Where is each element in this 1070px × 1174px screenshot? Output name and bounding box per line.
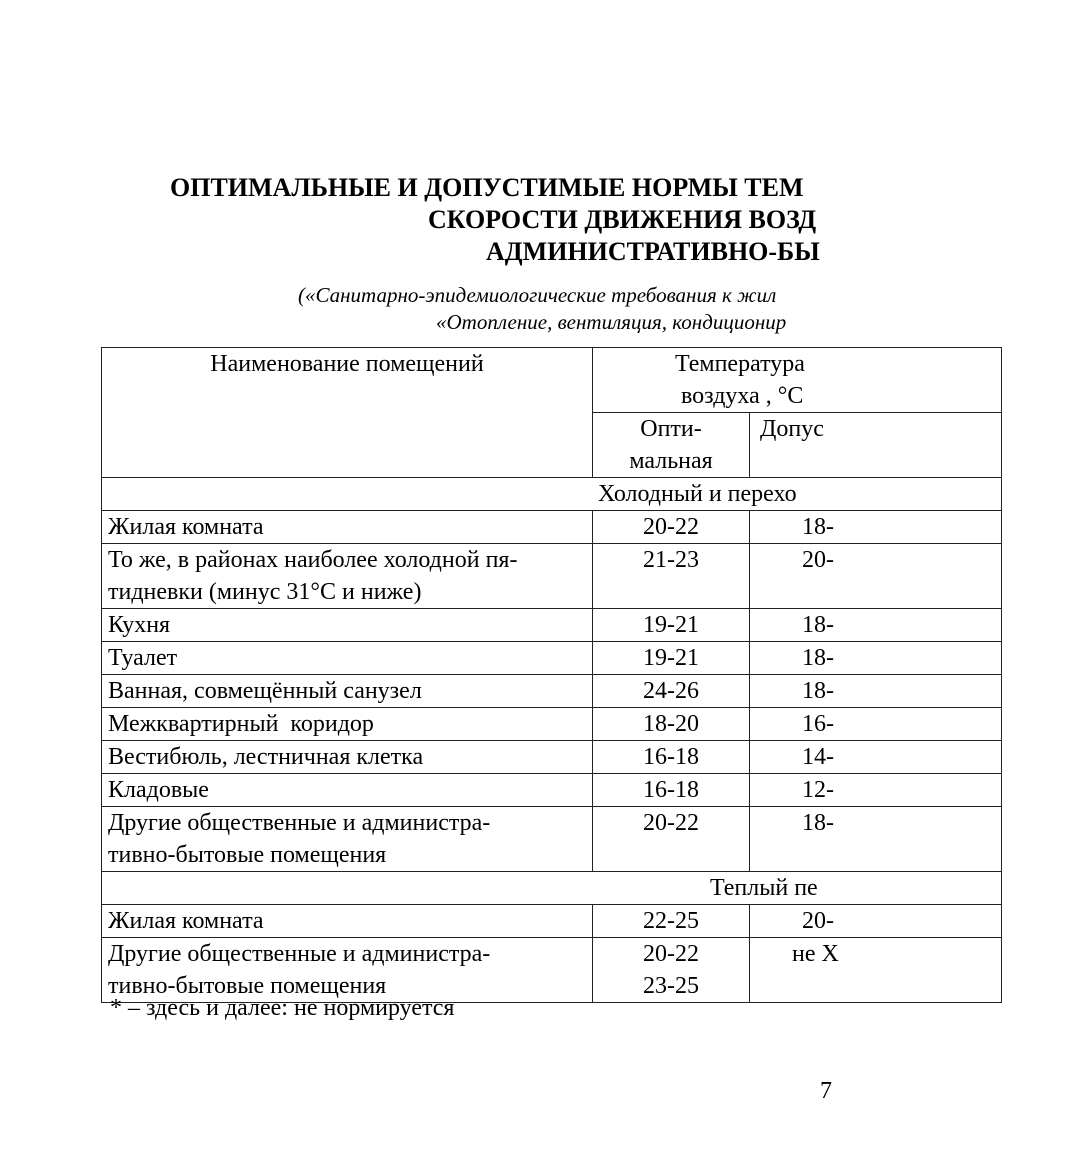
- row-allowed-text: 14-: [802, 744, 834, 770]
- table-row: [102, 905, 1002, 938]
- row-allowed-text: 18-: [802, 678, 834, 704]
- row-allowed: [750, 774, 1002, 807]
- table-row: [102, 807, 1002, 872]
- source-line-2: «Отопление, вентиляция, кондиционир: [436, 310, 787, 334]
- row-optimal-line-2: 23-25: [643, 973, 699, 999]
- row-name: [102, 708, 593, 741]
- title-line-1: ОПТИМАЛЬНЫЕ И ДОПУСТИМЫЕ НОРМЫ ТЕМ: [170, 173, 804, 202]
- row-allowed-text: 18-: [802, 645, 834, 671]
- page-title: [170, 172, 1070, 268]
- row-name: [102, 774, 593, 807]
- row-name: [102, 938, 593, 1003]
- header-optimal: [593, 413, 750, 478]
- row-allowed-text: 18-: [802, 612, 834, 638]
- title-line-3: АДМИНИСТРАТИВНО-БЫ: [486, 237, 820, 266]
- row-allowed-text: 18-: [802, 810, 834, 836]
- page-number: 7: [820, 1078, 832, 1104]
- row-allowed: [750, 675, 1002, 708]
- footnote: * – здесь и далее: не нормируется: [110, 995, 455, 1021]
- header-optimal-line-2: мальная: [629, 448, 713, 474]
- row-optimal: 24-26: [593, 675, 750, 708]
- table-header-row: [102, 348, 1002, 413]
- row-name-line-1: Жилая комната: [108, 514, 264, 540]
- row-allowed-text: 12-: [802, 777, 834, 803]
- table-row: [102, 511, 1002, 544]
- header-temperature-line-2: воздуха , °С: [681, 383, 804, 409]
- row-name: [102, 905, 593, 938]
- header-allowed: [750, 413, 1002, 478]
- section-row-cold: [102, 478, 1002, 511]
- row-optimal: 20-22: [593, 511, 750, 544]
- row-name-line-1: Вестибюль, лестничная клетка: [108, 744, 424, 770]
- row-optimal: 19-21: [593, 642, 750, 675]
- row-allowed: [750, 609, 1002, 642]
- row-optimal: 16-18: [593, 741, 750, 774]
- row-allowed-text: не Х: [792, 941, 839, 967]
- row-optimal: 20-22: [593, 807, 750, 872]
- header-allowed-text: Допус: [760, 416, 824, 442]
- row-name-line-1: Ванная, совмещённый санузел: [108, 678, 422, 704]
- row-allowed: [750, 708, 1002, 741]
- table-row: [102, 675, 1002, 708]
- section-row-warm: [102, 872, 1002, 905]
- table-row: [102, 708, 1002, 741]
- section-cold-label: [102, 478, 1002, 511]
- row-name-line-1: Другие общественные и администра-: [108, 810, 491, 836]
- section-warm-label: [102, 872, 1002, 905]
- section-warm-text: Теплый пе: [710, 875, 818, 901]
- row-name: [102, 544, 593, 609]
- source-reference: [298, 282, 786, 336]
- row-name: [102, 807, 593, 872]
- source-line-1: («Санитарно-эпидемиологические требования к жил: [298, 283, 777, 307]
- row-name-line-2: тивно-бытовые помещения: [108, 842, 387, 868]
- row-allowed: [750, 807, 1002, 872]
- header-room-name-text: Наименование помещений: [210, 351, 484, 377]
- table-row: [102, 642, 1002, 675]
- row-name: [102, 642, 593, 675]
- table-row: [102, 609, 1002, 642]
- row-name: [102, 675, 593, 708]
- row-allowed: [750, 741, 1002, 774]
- section-cold-text: Холодный и перехо: [598, 481, 797, 507]
- row-allowed: [750, 544, 1002, 609]
- row-optimal: 18-20: [593, 708, 750, 741]
- row-optimal: 22-25: [593, 905, 750, 938]
- row-allowed-text: 18-: [802, 514, 834, 540]
- row-name-line-1: Жилая комната: [108, 908, 264, 934]
- row-allowed: [750, 938, 1002, 1003]
- table-row: [102, 741, 1002, 774]
- row-optimal: 16-18: [593, 774, 750, 807]
- row-optimal: [593, 938, 750, 1003]
- row-name-line-1: То же, в районах наиболее холодной пя-: [108, 547, 518, 573]
- norms-table: [101, 347, 1002, 1003]
- row-name-line-2: тивно-бытовые помещения: [108, 973, 387, 999]
- row-allowed-text: 20-: [802, 547, 834, 573]
- table-row: [102, 774, 1002, 807]
- row-optimal: 19-21: [593, 609, 750, 642]
- row-name-line-1: Другие общественные и администра-: [108, 941, 491, 967]
- header-temperature: [593, 348, 1002, 413]
- title-line-2: СКОРОСТИ ДВИЖЕНИЯ ВОЗД: [428, 205, 817, 234]
- row-name-line-1: Туалет: [108, 645, 178, 671]
- row-name-line-1: Кухня: [108, 612, 171, 638]
- header-optimal-line-1: Опти-: [640, 416, 702, 442]
- row-name-line-1: Кладовые: [108, 777, 209, 803]
- row-allowed: [750, 511, 1002, 544]
- header-room-name: [102, 348, 593, 478]
- row-name: [102, 741, 593, 774]
- row-optimal: 21-23: [593, 544, 750, 609]
- header-temperature-line-1: Температура: [675, 351, 805, 377]
- row-name-line-1: Межквартирный коридор: [108, 711, 374, 737]
- row-allowed-text: 16-: [802, 711, 834, 737]
- row-optimal-line-1: 20-22: [643, 941, 699, 967]
- table-row: [102, 938, 1002, 1003]
- row-name: [102, 609, 593, 642]
- table-row: [102, 544, 1002, 609]
- row-allowed: [750, 642, 1002, 675]
- row-allowed-text: 20-: [802, 908, 834, 934]
- row-name-line-2: тидневки (минус 31°С и ниже): [108, 579, 422, 605]
- row-allowed: [750, 905, 1002, 938]
- row-name: [102, 511, 593, 544]
